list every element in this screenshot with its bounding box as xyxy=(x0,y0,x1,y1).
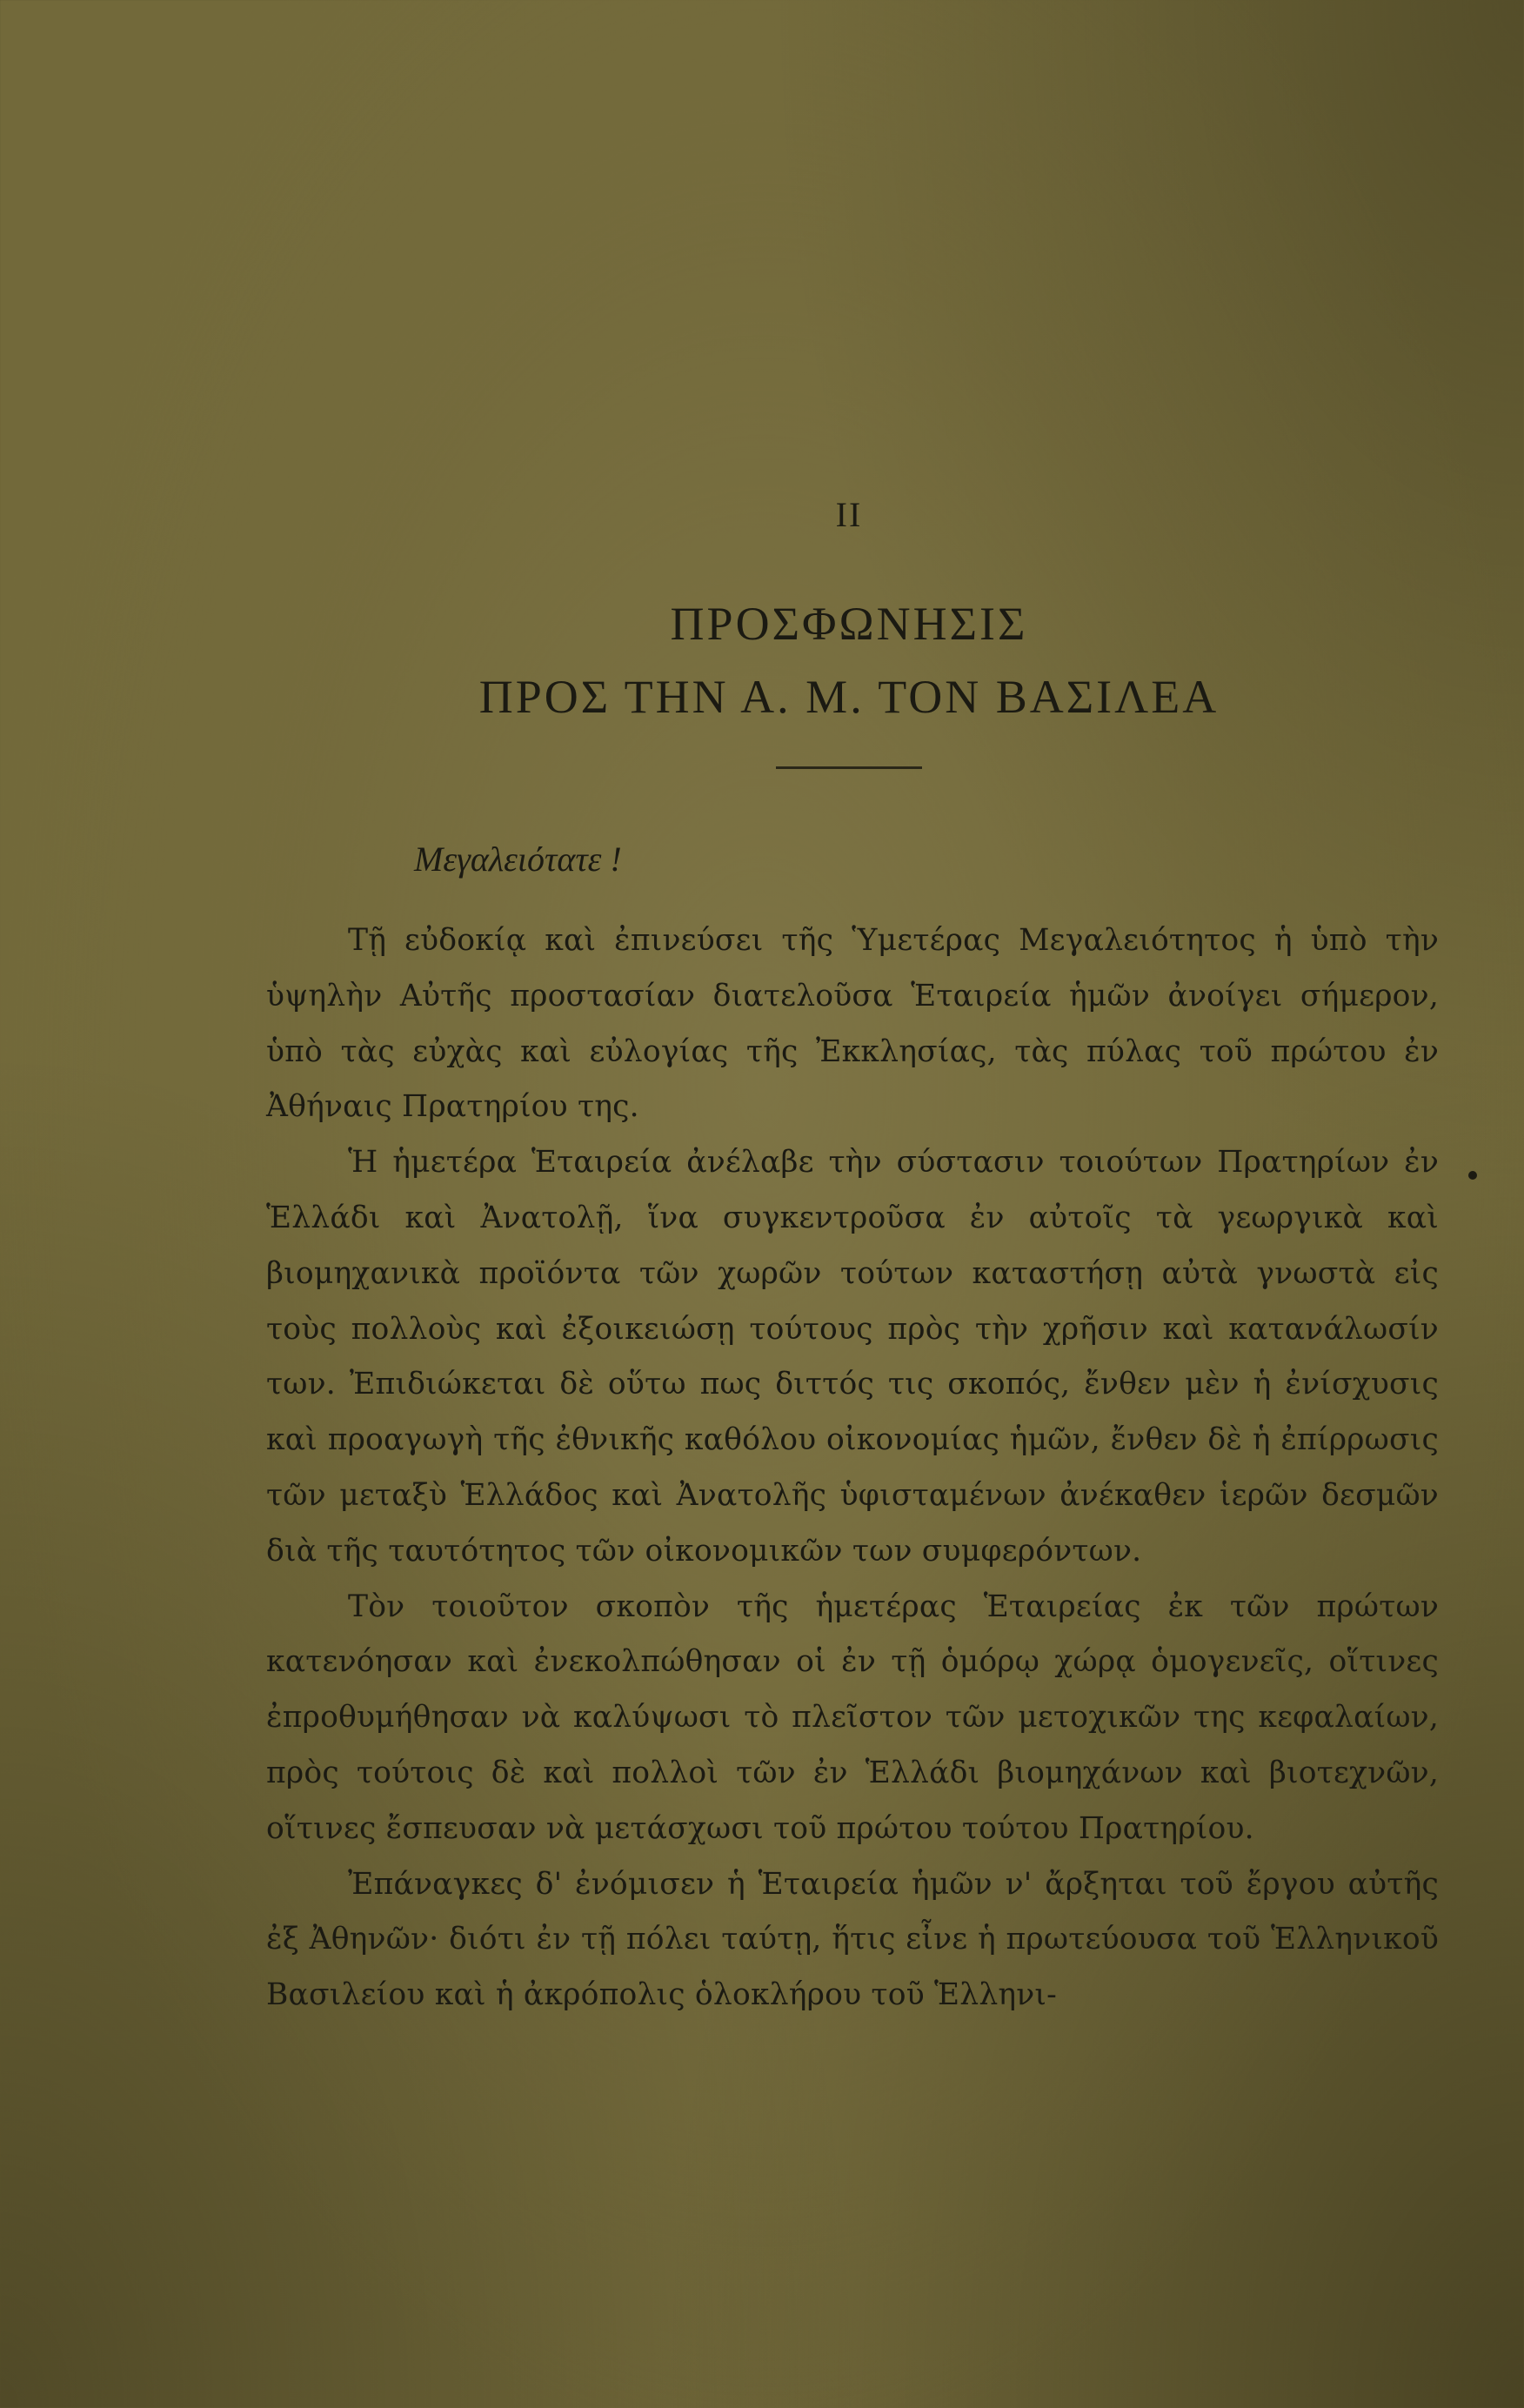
paragraph-4: Ἐπάναγκες δ' ἐνόμισεν ἡ Ἑταιρεία ἡμῶν ν' ἄρξηται τοῦ ἔργου αὐτῆς ἐξ Ἀθηνῶν· διότι ἐν τῇ πόλει ταύτῃ, ἥτις εἶνε ἡ πρωτεύουσα τοῦ Ἑλληνικοῦ Βασιλείου καὶ ἡ ἀκρόπολις ὁλοκλήρου τοῦ Ἑλληνι- xyxy=(266,1866,1439,2013)
salutation: Μεγαλειότατε ! xyxy=(414,839,622,879)
paragraph-2: Ἡ ἡμετέρα Ἑταιρεία ἀνέλαβε τὴν σύστασιν τοιούτων Πρατηρίων ἐν Ἑλλάδι καὶ Ἀνατολῇ, ἵνα συγκεντροῦσα ἐν αὐτοῖς τὰ γεωργικὰ καὶ βιομηχανικὰ προϊόντα τῶν χωρῶν τούτων καταστήσῃ αὐτὰ γνωστὰ εἰς τοὺς πολλοὺς καὶ ἐξοικειώσῃ τούτους πρὸς τὴν χρῆσιν καὶ κατανάλωσίν των. Ἐπιδιώκεται δὲ οὕτω πως διττός τις σκοπός, ἔνθεν μὲν ἡ ἐνίσχυσις καὶ προαγωγὴ τῆς ἐθνικῆς καθόλου οἰκονομίας ἡμῶν, ἔνθεν δὲ ἡ ἐπίρρωσις τῶν μεταξὺ Ἑλλάδος καὶ Ἀνατολῆς ὑφισταμένων ἀνέκαθεν ἱερῶν δεσμῶν διὰ τῆς ταυτότητος τῶν οἰκονομικῶν των συμφερόντων. xyxy=(266,1145,1439,1569)
title-line-1: ΠΡΟΣΦΩΝΗΣΙΣ xyxy=(670,598,1028,650)
title-line-2: ΠΡΟΣ ΤΗΝ Α. Μ. ΤΟΝ ΒΑΣΙΛΕΑ xyxy=(478,671,1220,723)
paragraph-3: Τὸν τοιοῦτον σκοπὸν τῆς ἡμετέρας Ἑταιρείας ἐκ τῶν πρώτων κατενόησαν καὶ ἐνεκολπώθησαν οἱ ἐν τῇ ὁμόρῳ χώρᾳ ὁμογενεῖς, οἵτινες ἐπροθυμήθησαν νὰ καλύψωσι τὸ πλεῖστον τῶν μετοχικῶν της κεφαλαίων, πρὸς τούτοις δὲ καὶ πολλοὶ τῶν ἐν Ἑλλάδι βιομηχάνων καὶ βιοτεχνῶν, οἵτινες ἔσπευσαν νὰ μετάσχωσι τοῦ πρώτου τούτου Πρατηρίου. xyxy=(266,1589,1439,1846)
ink-dot-mark xyxy=(1468,1171,1477,1180)
section-number: II xyxy=(835,495,863,534)
title-divider xyxy=(776,766,922,769)
body-text xyxy=(266,913,1439,2023)
paragraph-1: Τῇ εὐδοκίᾳ καὶ ἐπινεύσει τῆς Ὑμετέρας Μεγαλειότητος ἡ ὑπὸ τὴν ὑψηλὴν Αὐτῆς προστασίαν διατελοῦσα Ἑταιρεία ἡμῶν ἀνοίγει σήμερον, ὑπὸ τὰς εὐχὰς καὶ εὐλογίας τῆς Ἐκκλησίας, τὰς πύλας τοῦ πρώτου ἐν Ἀθήναις Πρατηρίου της. xyxy=(266,923,1439,1125)
